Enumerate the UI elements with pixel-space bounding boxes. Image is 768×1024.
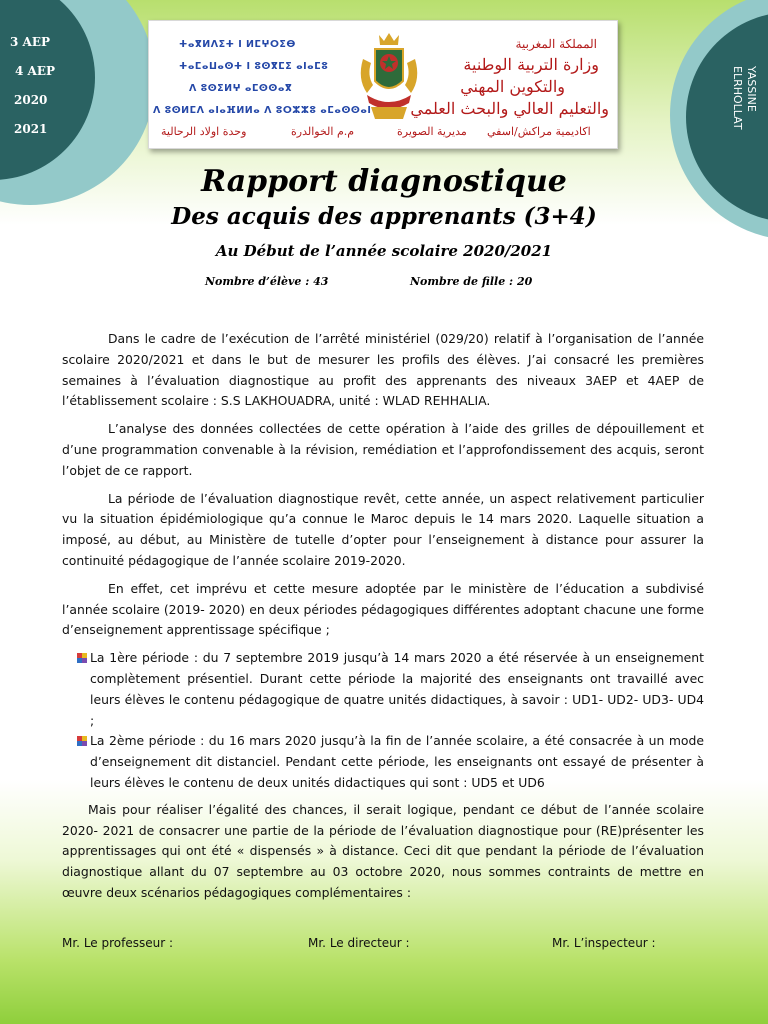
list-item <box>90 731 704 793</box>
school-label: م.م الخوالدرة <box>291 125 355 138</box>
paragraph: La période de l’évaluation diagnostique revêt, cette année, un aspect relativement particulier vu la situation épidémiologique qu’a connue le Maroc depuis le 14 mars 2020. Laquelle situation a imposé, au début, au Ministère de tutelle d’opter pour l’enseignement à distance pour assurer la continuité pédagogique de l’année scolaire 2019-2020. <box>62 490 704 568</box>
author-name: YASSINE ELRHOLLAT <box>731 66 758 130</box>
girl-count: Nombre de fille : 20 <box>410 275 533 288</box>
level-item: 2021 <box>14 122 48 136</box>
level-item: 2020 <box>14 93 48 107</box>
signature-inspector: Mr. L’inspecteur : <box>552 936 656 950</box>
level-item: 4 AEP <box>15 64 56 78</box>
level-item: 3 AEP <box>10 35 51 49</box>
arabic-line: والتعليم العالي والبحث العلمي <box>410 99 609 118</box>
paragraph: Dans le cadre de l’exécution de l’arrêté ministériel (029/20) relatif à l’organisation de l’année scolaire 2020/2021 et dans le but de mesurer les profils des élèves. J’ai consacré les premières semaines à l’évaluation diagnostique au profit des apprenants des niveaux 3AEP et 4AEP de l’établissement scolaire : S.S LAKHOUADRA, unité : WLAD REHHALIA. <box>62 331 704 409</box>
paragraph: L’analyse des données collectées de cette opération à l’aide des grilles de dépouillement et d’une programmation convenable à la révision, remédiation et l’approfondissement des acquis, seront l’objet de ce rapport. <box>62 421 704 478</box>
list-item-text: La 2ème période : du 16 mars 2020 jusqu’à la fin de l’année scolaire, a été consacrée à un mode d’enseignement dit distanciel. Pendant cette période, les enseignants ont essayé de présenter à leurs élèves le contenu de deux unités didactiques qui sont : UD5 et UD6 <box>90 733 704 790</box>
tifinagh-line: ⴷ ⵓⵙⵉⵍⵖ ⴰⵎⵙⵙⴰⴳ <box>189 83 293 94</box>
directorate-label: مديرية الصويرة <box>397 125 467 138</box>
arabic-line: والتكوين المهني <box>460 77 565 96</box>
signature-professor: Mr. Le professeur : <box>62 936 174 950</box>
tifinagh-line: ⵜⴰⴳⵍⴷⵉⵜ ⵏ ⵍⵎⵖⵔⵉⴱ <box>179 39 296 50</box>
ministry-header-banner <box>148 20 618 149</box>
tifinagh-line: ⴷ ⵓⵙⵍⵎⴷ ⴰⵏⴰⴼⵍⵍⴰ ⴷ ⵓⵔⵣⵣⵓ ⴰⵎⴰⵙⵙⴰⵏ <box>153 105 372 116</box>
unit-label: وحدة اولاد الرحالية <box>161 125 247 138</box>
student-count: Nombre d’élève : 43 <box>205 275 329 288</box>
report-title: Rapport diagnostique <box>201 164 567 199</box>
paragraph: En effet, cet imprévu et cette mesure adoptée par le ministère de l’éducation a subdivisé l’année scolaire (2019- 2020) en deux périodes pédagogiques différentes adoptant chacune une forme d’enseignement apprentissage spécifique ; <box>62 580 704 638</box>
arabic-line: المملكة المغربية <box>515 37 597 51</box>
tifinagh-line: ⵜⴰⵎⴰⵡⴰⵙⵜ ⵏ ⵓⵙⴳⵎⵉ ⴰⵏⴰⵎⵓ <box>179 61 329 72</box>
list-item <box>90 648 704 731</box>
period-list <box>62 648 704 794</box>
bullet-icon <box>76 652 88 664</box>
arabic-line: وزارة التربية الوطنية <box>463 55 599 74</box>
report-subtitle: Des acquis des apprenants (3+4) <box>171 203 597 230</box>
paragraph: Mais pour réaliser l’égalité des chances, il serait logique, pendant ce début de l’année scolaire 2020- 2021 de consacrer une partie de la période de l’évaluation diagnostique pour (RE)présenter les apprentissages qui ont été « dispensés » à distance. Ceci dit que pendant la période de l’évaluation diagnostique allant du 07 septembre au 03 octobre 2020, nous sommes contraints de mettre en œuvre deux scénarios pédagogiques complémentaires : <box>62 801 704 900</box>
level-list <box>10 28 55 144</box>
list-item-text: La 1ère période : du 7 septembre 2019 jusqu’à 14 mars 2020 a été réservée à un enseignement complètement présentiel. Durant cette période la majorité des enseignants ont travaillé avec leurs élèves le contenu pédagogique de quatre unités didactiques, à savoir : UD1- UD2- UD3- UD4 ; <box>90 650 704 728</box>
bullet-icon <box>76 735 88 747</box>
signature-director: Mr. Le directeur : <box>308 936 410 950</box>
academy-label: اكاديمية مراكش/اسفي <box>487 125 591 138</box>
report-body <box>62 329 704 911</box>
report-period: Au Début de l’année scolaire 2020/2021 <box>215 242 553 260</box>
